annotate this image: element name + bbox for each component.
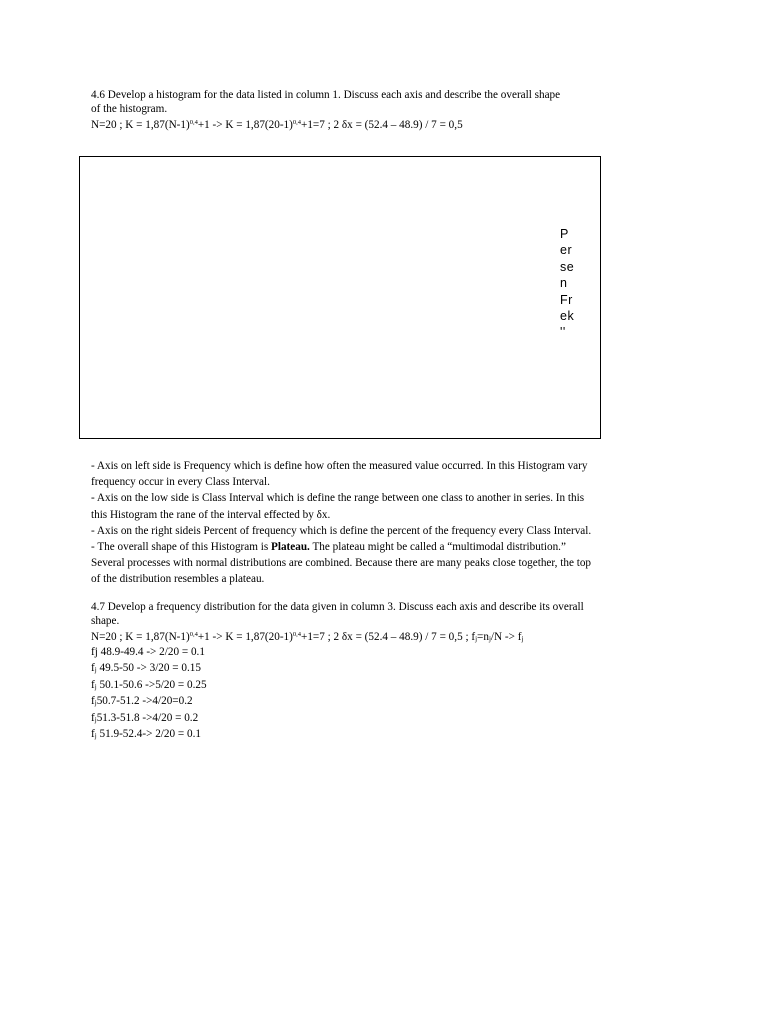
histogram-placeholder-box	[79, 156, 601, 439]
right-axis-label	[560, 226, 590, 341]
frequency-item	[91, 660, 207, 676]
formula-part: +1=7 ; 2 δx = (52.4 – 48.9) / 7 = 0,5 ; f	[301, 631, 476, 643]
question-4-6-formula	[91, 118, 463, 132]
formula-part: +1 -> K = 1,87(20-1)	[197, 119, 293, 131]
formula-part: =n	[477, 631, 489, 643]
right-axis-label-chunk: ek	[560, 309, 575, 324]
axes-description-line	[91, 539, 681, 555]
frequency-item	[91, 710, 207, 726]
formula-part: /N -> f	[490, 631, 522, 643]
formula-subscript: j	[475, 635, 478, 643]
formula-exponent: 0,4	[189, 631, 198, 638]
fj-prefix: f	[91, 711, 95, 724]
text-part: The plateau might be called a “multimodal distribution.”	[309, 541, 566, 554]
axes-description	[91, 458, 681, 588]
fj-text: 49.5-50 -> 3/20 = 0.15	[96, 662, 201, 675]
text-part: - The overall shape of this Histogram is	[91, 541, 271, 554]
fj-text: 50.7-51.2 ->4/20=0.2	[96, 695, 193, 708]
frequency-item	[91, 693, 207, 709]
fj-subscript: j	[94, 666, 97, 675]
axes-description-line: of the distribution resembles a plateau.	[91, 573, 265, 586]
fj-prefix: fj	[91, 646, 98, 658]
fj-text: 51.9-52.4-> 2/20 = 0.1	[96, 728, 201, 741]
right-axis-label-chunk: er	[560, 243, 573, 258]
formula-exponent: 0,4	[292, 631, 302, 638]
question-4-7-line-1: 4.7 Develop a frequency distribution for the data given in column 3. Discuss each axis and describe its overall	[91, 601, 584, 613]
question-4-7-formula	[91, 630, 681, 644]
axes-description-line: Several processes with normal distributions are combined. Because there are many peaks close together, the top	[91, 557, 592, 570]
fj-text: 48.9-49.4 -> 2/20 = 0.1	[97, 646, 205, 658]
right-axis-label-chunk: Fr	[560, 292, 573, 307]
frequency-item	[91, 677, 207, 693]
frequency-item	[91, 644, 207, 660]
right-axis-label-chunk: P	[560, 227, 569, 241]
axes-description-line: - Axis on the low side is Class Interval which is define the range between one class to another in series. In this	[91, 492, 585, 505]
question-4-6-line-1: 4.6 Develop a histogram for the data listed in column 1. Discuss each axis and describe the overall shape	[91, 89, 561, 101]
axes-description-line: this Histogram the rane of the interval effected by δx.	[91, 508, 331, 521]
formula-exponent: 0,4	[292, 119, 302, 126]
question-4-6-line-2: of the histogram.	[91, 103, 168, 115]
axes-description-line: frequency occur in every Class Interval.	[91, 476, 270, 489]
plateau-bold: Plateau.	[271, 541, 310, 554]
formula-exponent: 0,4	[189, 119, 198, 126]
frequency-item	[91, 726, 207, 742]
fj-prefix: f	[91, 728, 95, 741]
question-4-7	[91, 600, 681, 644]
fj-prefix: f	[91, 678, 95, 691]
right-axis-label-chunk: se	[560, 259, 575, 274]
frequency-list	[91, 644, 207, 742]
fj-subscript: j	[94, 699, 97, 708]
fj-prefix: f	[91, 695, 95, 708]
formula-part: +1 -> K = 1,87(20-1)	[197, 631, 293, 643]
right-axis-label-chunk: ''	[560, 325, 566, 340]
axes-description-line: - Axis on the right sideis Percent of frequency which is define the percent of the frequency every Class Interval.	[91, 524, 592, 537]
axes-description-line: - Axis on left side is Frequency which is define how often the measured value occurred. In this Histogram vary	[91, 460, 588, 472]
formula-part: N=20 ; K = 1,87(N-1)	[91, 119, 190, 131]
fj-text: 51.3-51.8 ->4/20 = 0.2	[96, 711, 199, 724]
formula-part: +1=7 ; 2 δx = (52.4 – 48.9) / 7 = 0,5	[301, 119, 463, 131]
formula-part: N=20 ; K = 1,87(N-1)	[91, 631, 190, 643]
question-4-7-line-2: shape.	[91, 615, 120, 627]
right-axis-label-chunk: n	[560, 276, 568, 291]
fj-prefix: f	[91, 662, 95, 675]
fj-subscript: j	[94, 715, 97, 724]
formula-subscript: j	[488, 635, 491, 643]
fj-subscript: j	[94, 682, 97, 691]
fj-text: 50.1-50.6 ->5/20 = 0.25	[96, 678, 207, 691]
fj-subscript: j	[94, 732, 97, 741]
formula-subscript: j	[521, 635, 524, 643]
